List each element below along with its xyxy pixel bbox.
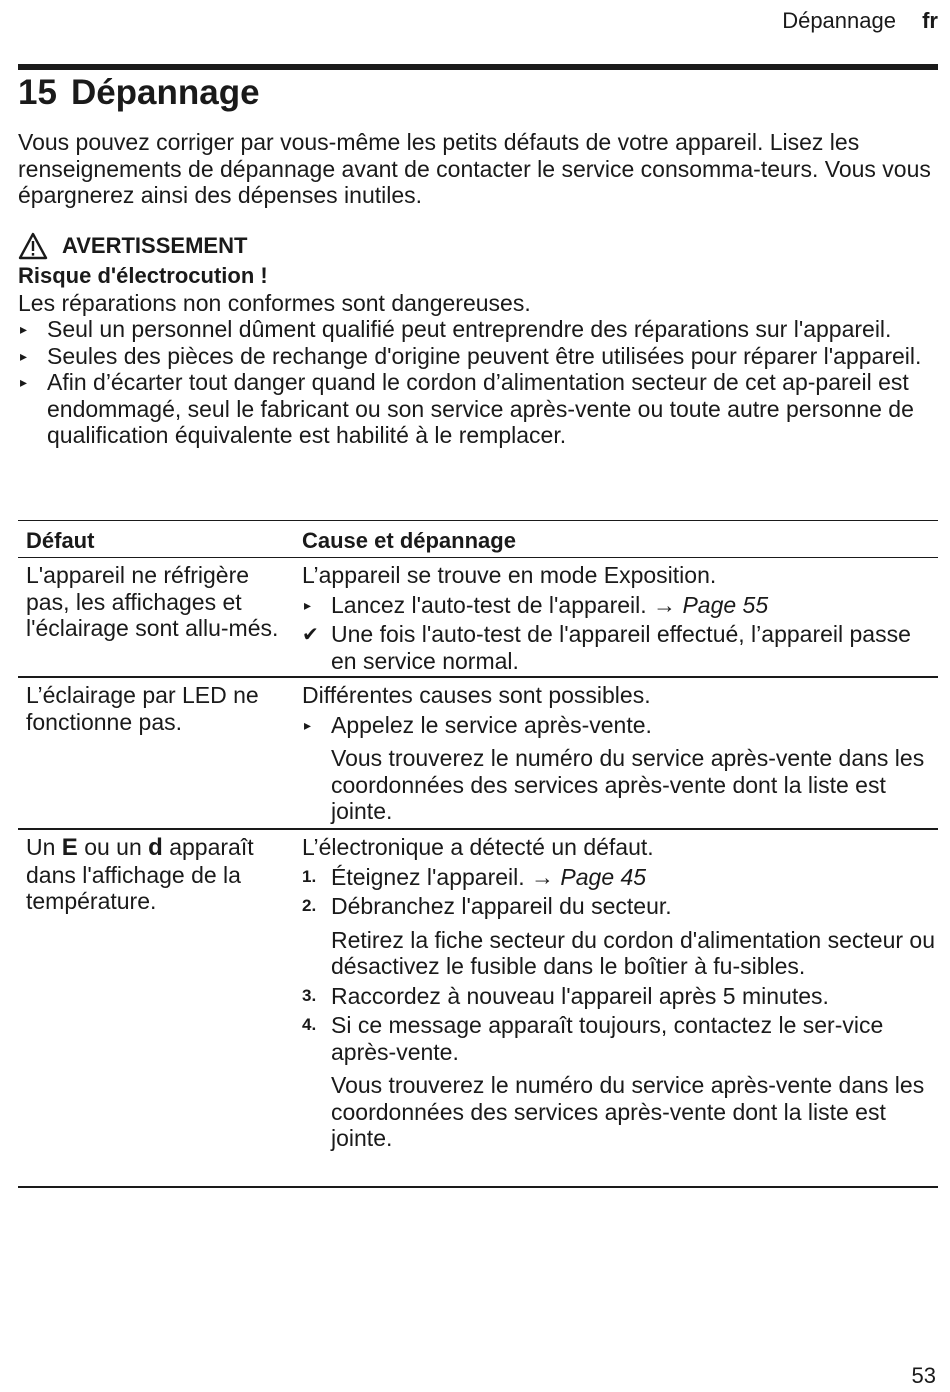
fault-text: Un bbox=[26, 834, 56, 860]
cause-cell bbox=[294, 830, 938, 1186]
arrow-icon: → bbox=[531, 863, 555, 890]
warning-list bbox=[18, 316, 936, 449]
step-number: 2. bbox=[302, 896, 317, 915]
chapter-title-text: Dépannage bbox=[70, 73, 260, 112]
display-symbol-d: d bbox=[148, 834, 163, 861]
header-section: Dépannage bbox=[782, 8, 896, 33]
header-cause: Cause et dépannage bbox=[302, 528, 516, 553]
step-text: Éteignez l'appareil. bbox=[331, 863, 525, 890]
warning-label: AVERTISSEMENT bbox=[62, 232, 248, 258]
chapter-title bbox=[18, 70, 260, 116]
bullet-icon: ▸ bbox=[20, 374, 28, 390]
fault-cell: L’éclairage par LED ne fonctionne pas. bbox=[26, 682, 259, 735]
cause-text: L’électronique a détecté un défaut. bbox=[302, 834, 654, 860]
numbered-step bbox=[302, 983, 938, 1010]
step-number: 1. bbox=[302, 866, 317, 886]
running-header bbox=[782, 8, 938, 34]
step-item bbox=[302, 592, 938, 619]
bullet-icon: ▸ bbox=[20, 347, 28, 364]
display-symbol-e: E bbox=[61, 834, 78, 861]
numbered-step bbox=[302, 1012, 938, 1065]
warning-text: Les réparations non conformes sont dangereuses. bbox=[18, 289, 531, 316]
numbered-step bbox=[302, 864, 938, 891]
step-text: Lancez l'auto-test de l'appareil. bbox=[331, 591, 647, 618]
warning-triangle-icon bbox=[18, 232, 48, 260]
step-number: 4. bbox=[302, 1015, 317, 1034]
step-text: Débranchez l'appareil du secteur. bbox=[331, 893, 672, 919]
step-number: 3. bbox=[302, 985, 317, 1005]
fault-text: ou un bbox=[84, 834, 142, 860]
numbered-step bbox=[302, 893, 938, 920]
header-fault: Défaut bbox=[26, 528, 95, 553]
step-item bbox=[302, 712, 938, 739]
bullet-icon: ▸ bbox=[304, 596, 312, 613]
chapter-number: 15 bbox=[18, 73, 57, 112]
list-item bbox=[18, 369, 936, 449]
page-number: 53 bbox=[911, 1363, 936, 1388]
table-header-row bbox=[18, 520, 938, 558]
table-row bbox=[18, 558, 938, 678]
header-lang: fr bbox=[922, 8, 938, 33]
troubleshooting-table bbox=[18, 520, 938, 1188]
fault-cell: L'appareil ne réfrigère pas, les affichages et l'éclairage sont allu-més. bbox=[26, 562, 279, 641]
bullet-icon: ▸ bbox=[20, 321, 28, 337]
cause-cell bbox=[294, 678, 938, 828]
bullet-icon: ▸ bbox=[304, 716, 312, 733]
step-note: Vous trouverez le numéro du service après-vente dans les coordonnées des services après-vente dont la liste est jointe. bbox=[331, 1072, 925, 1151]
cause-text: L’appareil se trouve en mode Exposition. bbox=[302, 562, 717, 588]
warning-subtitle: Risque d'électrocution ! bbox=[18, 263, 268, 288]
step-note: Vous trouverez le numéro du service après-vente dans les coordonnées des services après-vente dont la liste est jointe. bbox=[331, 745, 925, 824]
list-item-text: Afin d’écarter tout danger quand le cordon d’alimentation secteur de cet ap-pareil est endommagé, seul le fabricant ou son service après-vente ou toute autre personne de qualification équivalente est habilité à le remplacer. bbox=[47, 369, 914, 448]
table-row bbox=[18, 830, 938, 1188]
page-reference: Page 45 bbox=[560, 863, 647, 890]
step-note: Retirez la fiche secteur du cordon d'alimentation secteur ou désactivez le fusible dans le boîtier à fu-sibles. bbox=[331, 926, 935, 979]
arrow-icon: → bbox=[653, 591, 677, 618]
warning-header bbox=[18, 229, 936, 263]
page-reference: Page 55 bbox=[682, 591, 769, 618]
step-text: Appelez le service après-vente. bbox=[331, 711, 652, 738]
step-text: Raccordez à nouveau l'appareil après 5 minutes. bbox=[331, 982, 829, 1009]
intro-paragraph: Vous pouvez corriger par vous-même les petits défauts de votre appareil. Lisez les renseignements de dépannage avant de contacter le service consomma-teurs. Vous vous épargnerez ainsi des dépenses inutiles. bbox=[18, 129, 931, 208]
list-item bbox=[18, 343, 936, 370]
check-icon: ✔ bbox=[302, 624, 319, 646]
step-text: Si ce message apparaît toujours, contactez le ser-vice après-vente. bbox=[331, 1012, 884, 1065]
result-text: Une fois l'auto-test de l'appareil effectué, l’appareil passe en service normal. bbox=[331, 621, 911, 674]
list-item-text: Seules des pièces de rechange d'origine peuvent être utilisées pour réparer l'appareil. bbox=[47, 342, 922, 369]
fault-text: apparaît dans l'affichage de la température. bbox=[26, 834, 254, 914]
table-row bbox=[18, 678, 938, 830]
cause-cell bbox=[294, 558, 938, 676]
cause-text: Différentes causes sont possibles. bbox=[302, 682, 651, 708]
list-item bbox=[18, 316, 936, 343]
result-item bbox=[302, 621, 938, 674]
warning-block bbox=[18, 229, 936, 449]
fault-cell bbox=[18, 830, 294, 1186]
list-item-text: Seul un personnel dûment qualifié peut entreprendre des réparations sur l'appareil. bbox=[47, 316, 892, 342]
